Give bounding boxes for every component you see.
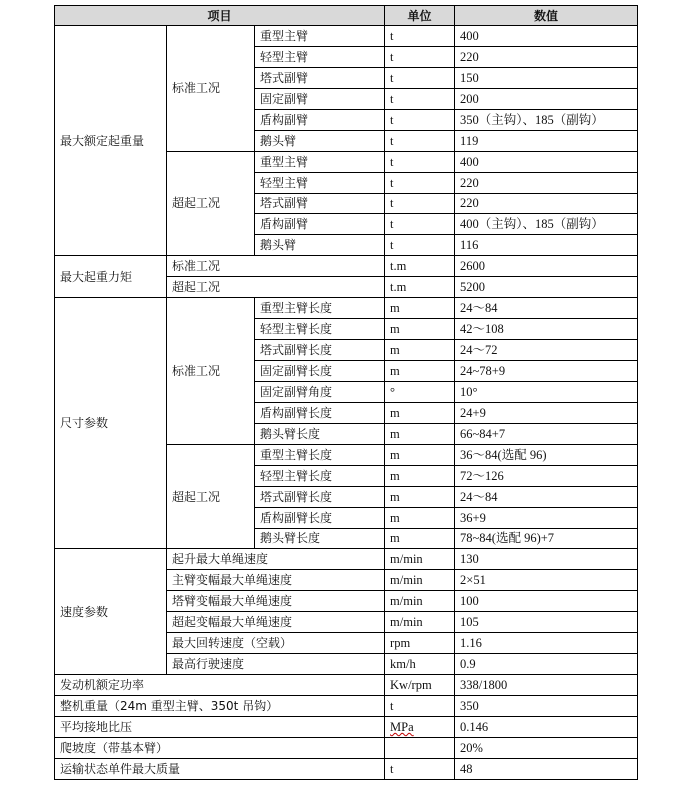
table-row xyxy=(55,26,638,47)
table-row xyxy=(55,737,638,758)
row-name: 鹅头臂长度 xyxy=(255,528,385,549)
header-unit: 单位 xyxy=(385,6,455,26)
row-value: 119 xyxy=(455,130,638,151)
unit-text: MPa xyxy=(390,719,414,734)
row-value: 10° xyxy=(455,381,638,402)
row-name: 轻型主臂长度 xyxy=(255,319,385,340)
section-title-speed: 速度参数 xyxy=(55,549,167,675)
row-name: 固定副臂长度 xyxy=(255,361,385,382)
row-unit: ° xyxy=(385,381,455,402)
row-unit: m/min xyxy=(385,612,455,633)
row-value: 130 xyxy=(455,549,638,570)
row-value: 24～84 xyxy=(455,486,638,507)
row-unit: rpm xyxy=(385,633,455,654)
group-label-super: 超起工况 xyxy=(167,444,255,549)
row-name: 超起工况 xyxy=(167,277,385,298)
row-unit: t xyxy=(385,88,455,109)
row-value: 400（主钩）、185（副钩） xyxy=(455,214,638,235)
row-unit: t xyxy=(385,172,455,193)
row-value: 400 xyxy=(455,151,638,172)
row-value: 0.146 xyxy=(455,716,638,737)
row-unit: t xyxy=(385,214,455,235)
table-row xyxy=(55,549,638,570)
table-row xyxy=(55,256,638,277)
row-name: 最大回转速度（空载） xyxy=(167,633,385,654)
row-unit: t xyxy=(385,696,455,717)
row-value: 100 xyxy=(455,591,638,612)
row-unit: m xyxy=(385,528,455,549)
row-name: 塔臂变幅最大单绳速度 xyxy=(167,591,385,612)
row-unit: m/min xyxy=(385,570,455,591)
row-unit: m xyxy=(385,465,455,486)
row-name: 主臂变幅最大单绳速度 xyxy=(167,570,385,591)
row-unit: m xyxy=(385,402,455,423)
row-unit: t xyxy=(385,67,455,88)
row-unit: t xyxy=(385,46,455,67)
row-unit: t xyxy=(385,235,455,256)
table-row xyxy=(55,675,638,696)
row-name: 发动机额定功率 xyxy=(55,675,385,696)
row-value: 350（主钩）、185（副钩） xyxy=(455,109,638,130)
row-unit: m xyxy=(385,423,455,444)
row-value: 5200 xyxy=(455,277,638,298)
header-item: 项目 xyxy=(55,6,385,26)
table-row xyxy=(55,298,638,319)
row-unit: t xyxy=(385,193,455,214)
table-header-row xyxy=(55,6,638,26)
row-unit: t.m xyxy=(385,277,455,298)
row-value: 72～126 xyxy=(455,465,638,486)
row-value: 20% xyxy=(455,737,638,758)
row-name: 重型主臂 xyxy=(255,151,385,172)
row-name: 盾构副臂长度 xyxy=(255,507,385,528)
row-value: 350 xyxy=(455,696,638,717)
group-label-super: 超起工况 xyxy=(167,151,255,256)
row-name: 超起变幅最大单绳速度 xyxy=(167,612,385,633)
row-unit: m xyxy=(385,340,455,361)
row-name: 鹅头臂长度 xyxy=(255,423,385,444)
row-value: 220 xyxy=(455,46,638,67)
row-name: 轻型主臂 xyxy=(255,172,385,193)
row-value: 200 xyxy=(455,88,638,109)
row-value: 400 xyxy=(455,26,638,47)
row-unit: m xyxy=(385,507,455,528)
row-name: 起升最大单绳速度 xyxy=(167,549,385,570)
row-value: 66~84+7 xyxy=(455,423,638,444)
row-value: 78~84(选配 96)+7 xyxy=(455,528,638,549)
row-unit: m/min xyxy=(385,549,455,570)
row-value: 116 xyxy=(455,235,638,256)
row-name: 固定副臂 xyxy=(255,88,385,109)
spec-table xyxy=(54,5,638,780)
row-unit: Kw/rpm xyxy=(385,675,455,696)
row-name: 鹅头臂 xyxy=(255,235,385,256)
row-unit: t xyxy=(385,109,455,130)
row-value: 24+9 xyxy=(455,402,638,423)
row-unit: m xyxy=(385,361,455,382)
row-name: 塔式副臂长度 xyxy=(255,340,385,361)
row-name: 爬坡度（带基本臂） xyxy=(55,737,385,758)
row-value: 0.9 xyxy=(455,654,638,675)
row-name: 整机重量（24m 重型主臂、350t 吊钩） xyxy=(55,696,385,717)
row-name: 鹅头臂 xyxy=(255,130,385,151)
row-value: 220 xyxy=(455,193,638,214)
row-value: 2600 xyxy=(455,256,638,277)
row-name: 塔式副臂 xyxy=(255,67,385,88)
group-label-standard: 标准工况 xyxy=(167,298,255,445)
row-value: 24~78+9 xyxy=(455,361,638,382)
row-unit: km/h xyxy=(385,654,455,675)
row-name: 盾构副臂 xyxy=(255,109,385,130)
row-value: 1.16 xyxy=(455,633,638,654)
row-unit xyxy=(385,716,455,737)
row-unit: t.m xyxy=(385,256,455,277)
row-name: 固定副臂角度 xyxy=(255,381,385,402)
row-name: 最高行驶速度 xyxy=(167,654,385,675)
table-row xyxy=(55,696,638,717)
row-unit: m/min xyxy=(385,591,455,612)
section-title-lifting: 最大额定起重量 xyxy=(55,26,167,256)
row-value: 2×51 xyxy=(455,570,638,591)
row-value: 338/1800 xyxy=(455,675,638,696)
row-unit: m xyxy=(385,319,455,340)
row-name: 轻型主臂 xyxy=(255,46,385,67)
row-name: 重型主臂长度 xyxy=(255,444,385,465)
row-value: 48 xyxy=(455,758,638,779)
row-unit: t xyxy=(385,26,455,47)
row-value: 105 xyxy=(455,612,638,633)
row-name: 重型主臂 xyxy=(255,26,385,47)
row-unit: t xyxy=(385,151,455,172)
row-name: 塔式副臂长度 xyxy=(255,486,385,507)
row-unit: m xyxy=(385,486,455,507)
table-row xyxy=(55,716,638,737)
row-value: 24～72 xyxy=(455,340,638,361)
row-name: 轻型主臂长度 xyxy=(255,465,385,486)
row-name: 盾构副臂长度 xyxy=(255,402,385,423)
row-name: 平均接地比压 xyxy=(55,716,385,737)
row-value: 36+9 xyxy=(455,507,638,528)
table-row xyxy=(55,758,638,779)
spec-table-container xyxy=(54,5,637,780)
row-unit: t xyxy=(385,130,455,151)
row-name: 塔式副臂 xyxy=(255,193,385,214)
row-value: 36～84(选配 96) xyxy=(455,444,638,465)
row-unit: m xyxy=(385,298,455,319)
row-name: 盾构副臂 xyxy=(255,214,385,235)
row-unit: m xyxy=(385,444,455,465)
row-name: 运输状态单件最大质量 xyxy=(55,758,385,779)
row-value: 24～84 xyxy=(455,298,638,319)
row-name: 标准工况 xyxy=(167,256,385,277)
section-title-dimension: 尺寸参数 xyxy=(55,298,167,549)
row-name: 重型主臂长度 xyxy=(255,298,385,319)
row-value: 150 xyxy=(455,67,638,88)
row-unit: t xyxy=(385,758,455,779)
section-title-moment: 最大起重力矩 xyxy=(55,256,167,298)
row-value: 42～108 xyxy=(455,319,638,340)
row-value: 220 xyxy=(455,172,638,193)
group-label-standard: 标准工况 xyxy=(167,26,255,152)
row-unit xyxy=(385,737,455,758)
header-value: 数值 xyxy=(455,6,638,26)
